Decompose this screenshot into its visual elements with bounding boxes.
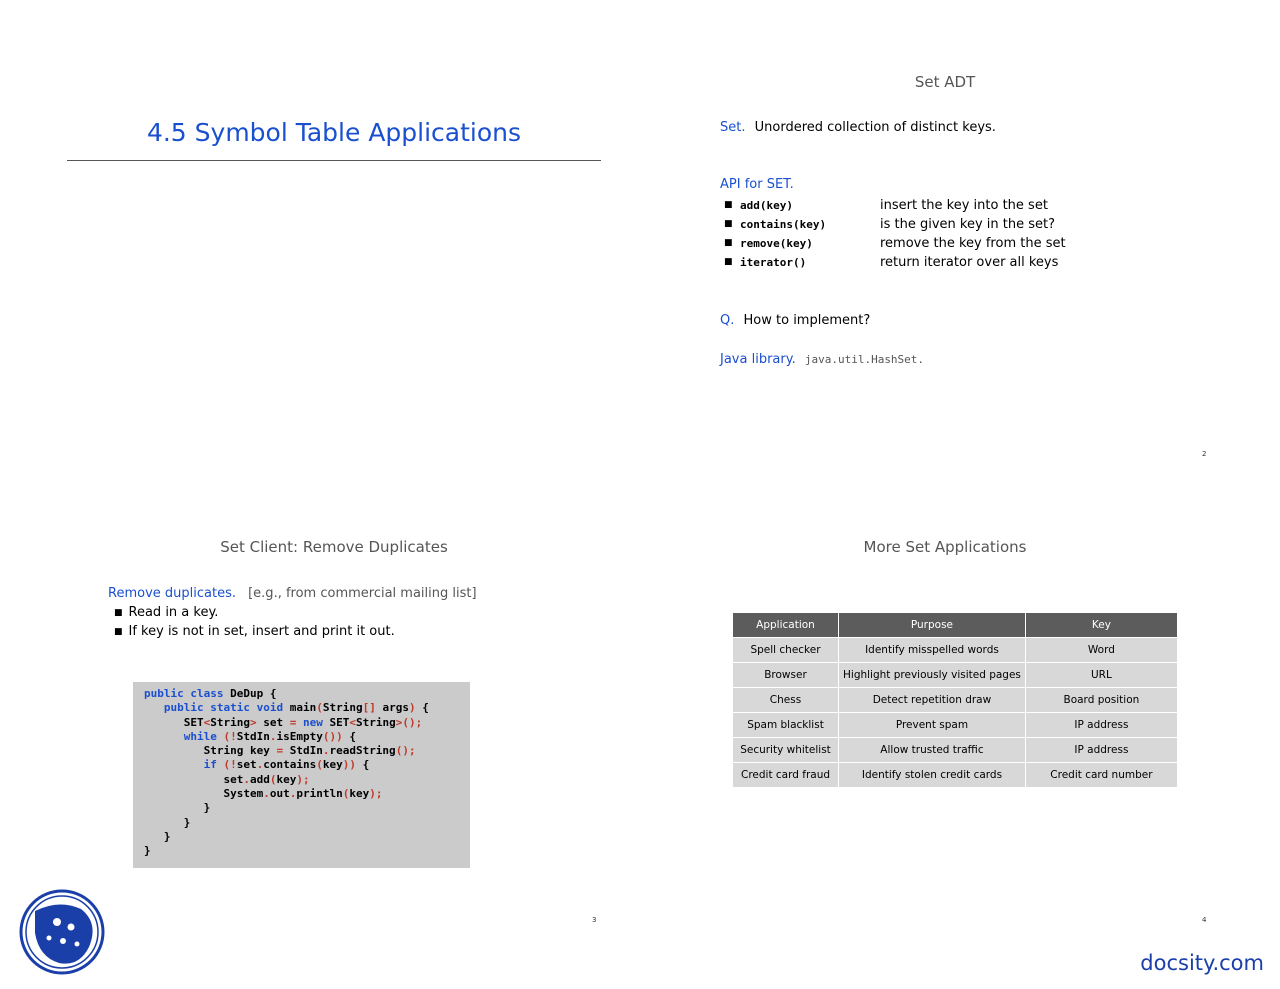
column-header: Purpose — [839, 613, 1026, 638]
docsity-logo-icon[interactable] — [19, 889, 105, 975]
code-line: String key = StdIn.readString(); — [144, 744, 416, 758]
code-line: } — [144, 801, 211, 815]
api-desc: remove the key from the set — [880, 236, 1066, 251]
remove-duplicates-heading — [108, 586, 477, 601]
bullet: ■ — [114, 608, 123, 618]
column-header: Application — [733, 613, 839, 638]
list-item — [114, 624, 395, 639]
table-cell: Detect repetition draw — [839, 688, 1026, 713]
set-definition — [720, 120, 996, 135]
table-cell: Credit card fraud — [733, 763, 839, 788]
table-row — [733, 713, 1178, 738]
table-row — [733, 688, 1178, 713]
docsity-watermark[interactable]: docsity.com — [1140, 951, 1264, 975]
code-block — [133, 682, 470, 868]
bullet: ■ — [114, 627, 123, 637]
table-cell: Board position — [1025, 688, 1177, 713]
api-item — [724, 198, 1144, 217]
remove-note: [e.g., from commercial mailing list] — [248, 586, 477, 601]
code-line: set.add(key); — [144, 772, 310, 786]
api-desc: return iterator over all keys — [880, 255, 1059, 270]
api-item — [724, 236, 1144, 255]
bullet: ■ — [724, 238, 733, 248]
api-method: add(key) — [740, 199, 793, 212]
applications-table — [732, 612, 1178, 788]
table-cell: IP address — [1025, 738, 1177, 763]
api-method: contains(key) — [740, 218, 827, 231]
table-cell: Spell checker — [733, 638, 839, 663]
table-cell: Allow trusted traffic — [839, 738, 1026, 763]
code-listing — [133, 682, 470, 859]
code-line: if (!set.contains(key)) { — [203, 758, 370, 772]
table-cell: Credit card number — [1025, 763, 1177, 788]
slide2-title: Set ADT — [914, 73, 976, 91]
table-cell: Chess — [733, 688, 839, 713]
bullet: ■ — [724, 200, 733, 210]
table-header-row — [733, 613, 1178, 638]
set-text: Unordered collection of distinct keys. — [754, 120, 996, 135]
api-item — [724, 217, 1144, 236]
list-item-text: Read in a key. — [128, 605, 219, 620]
api-desc: is the given key in the set? — [880, 217, 1056, 232]
question — [720, 313, 870, 328]
java-label: Java library. — [720, 352, 796, 367]
code-line: System.out.println(key); — [144, 787, 383, 801]
set-label: Set. — [720, 120, 746, 135]
table-cell: URL — [1025, 663, 1177, 688]
slide3-title: Set Client: Remove Duplicates — [220, 538, 448, 556]
code-line: } — [144, 844, 151, 858]
list-item — [114, 605, 218, 620]
table-cell: Highlight previously visited pages — [839, 663, 1026, 688]
q-label: Q. — [720, 313, 735, 328]
slide1-title: 4.5 Symbol Table Applications — [146, 118, 522, 147]
table-cell: Prevent spam — [839, 713, 1026, 738]
bullet: ■ — [724, 219, 733, 229]
remove-label: Remove duplicates. — [108, 586, 236, 601]
column-header: Key — [1025, 613, 1177, 638]
page-number: 4 — [1202, 916, 1207, 924]
java-library — [720, 352, 924, 367]
table-cell: Spam blacklist — [733, 713, 839, 738]
page-number: 3 — [592, 916, 597, 924]
bullet: ■ — [724, 257, 733, 267]
java-class: java.util.HashSet. — [804, 353, 925, 366]
table-row — [733, 738, 1178, 763]
api-method: iterator() — [740, 256, 807, 269]
api-method: remove(key) — [740, 237, 813, 250]
code-line: } — [144, 829, 171, 843]
table-cell: Browser — [733, 663, 839, 688]
table-row — [733, 763, 1178, 788]
api-label: API for SET. — [720, 177, 794, 192]
slide4-title: More Set Applications — [863, 538, 1027, 556]
code-line: while (!StdIn.isEmpty()) { — [183, 729, 356, 743]
list-item-text: If key is not in set, insert and print it out. — [128, 624, 395, 639]
table-cell: Identify stolen credit cards — [839, 763, 1026, 788]
page-number: 2 — [1202, 450, 1207, 458]
table-cell: Identify misspelled words — [839, 638, 1026, 663]
api-desc: insert the key into the set — [880, 198, 1048, 213]
table-cell: IP address — [1025, 713, 1177, 738]
table-cell: Word — [1025, 638, 1177, 663]
code-line: public class DeDup { — [144, 687, 277, 700]
code-line: public static void main(String[] args) { — [163, 701, 429, 715]
table-cell: Security whitelist — [733, 738, 839, 763]
q-text: How to implement? — [743, 313, 871, 328]
code-line: SET<String> set = new SET<String>(); — [144, 715, 423, 729]
table-row — [733, 638, 1178, 663]
title-divider — [67, 160, 601, 161]
api-item — [724, 255, 1144, 274]
code-line: } — [144, 815, 191, 829]
table-row — [733, 663, 1178, 688]
